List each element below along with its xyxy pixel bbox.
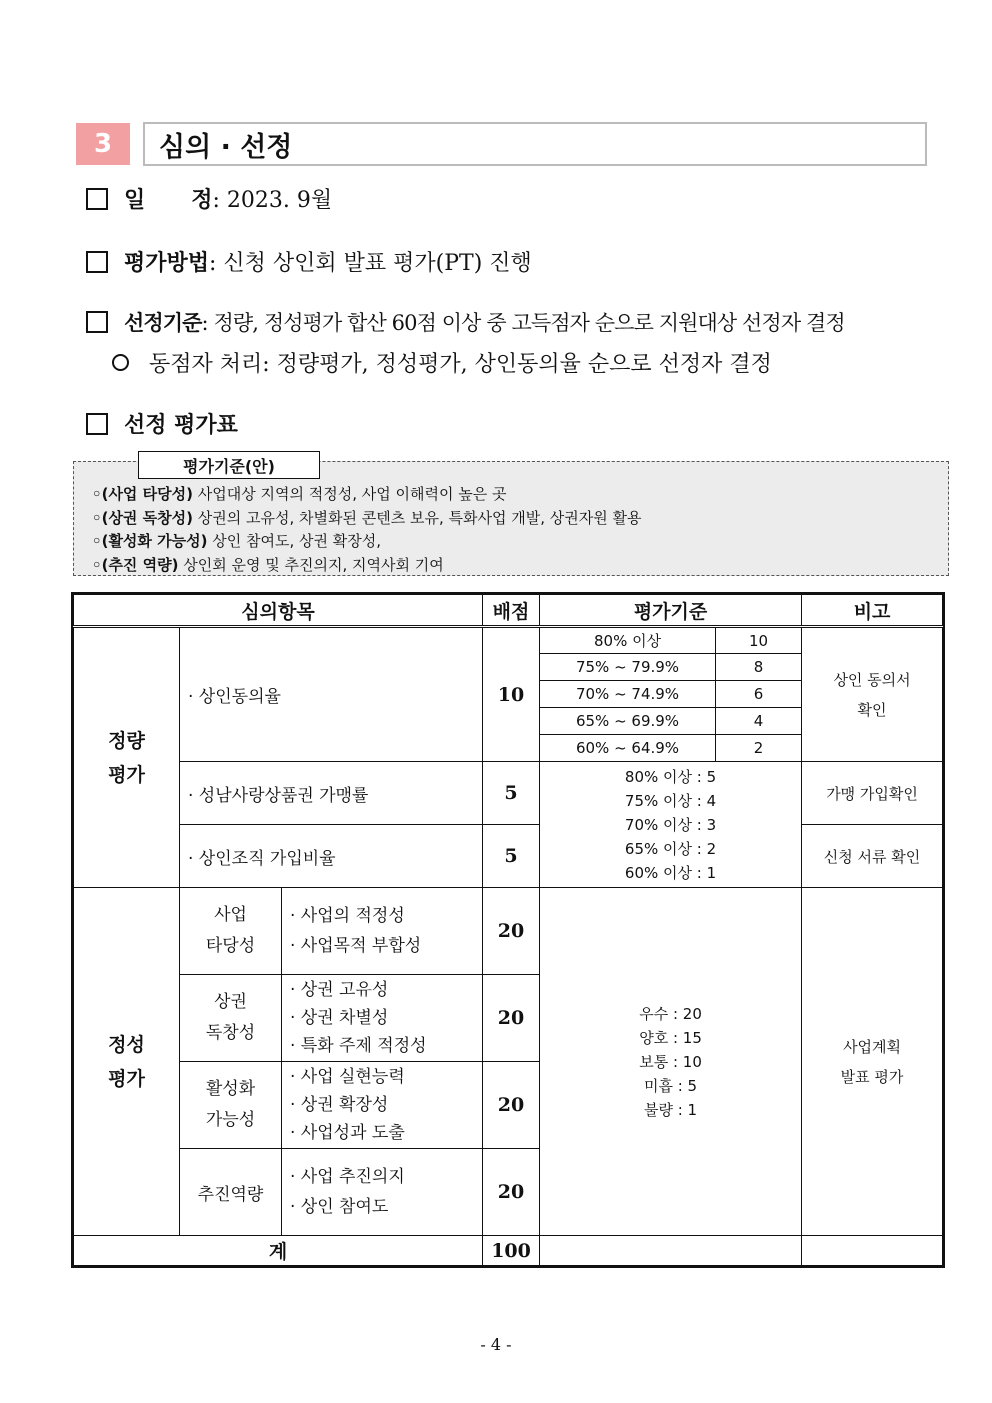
item-text: : 2023. 9월 xyxy=(212,188,333,213)
qual-score: 20 xyxy=(483,1062,540,1149)
header-criteria: 평가기준 xyxy=(540,595,802,627)
quant-score: 5 xyxy=(483,762,540,825)
page-number: - 4 - xyxy=(480,1335,512,1354)
item-text: : 정량, 정성평가 합산 60점 이상 중 고득점자 순으로 지원대상 선정자 결정 xyxy=(201,311,845,335)
total-note xyxy=(802,1236,943,1266)
item-schedule xyxy=(86,183,332,214)
total-criteria xyxy=(540,1236,802,1266)
section-number: 3 xyxy=(76,123,130,165)
criteria-points: 4 xyxy=(716,708,802,735)
quant-item: · 상인조직 가입비율 xyxy=(180,825,483,888)
qual-criteria: 우수 : 20 양호 : 15 보통 : 10 미흡 : 5 불량 : 1 xyxy=(540,888,802,1236)
evaluation-table xyxy=(73,594,943,1266)
quant-shared-criteria: 80% 이상 : 5 75% 이상 : 4 70% 이상 : 3 65% 이상 : 2 60% 이상 : 1 xyxy=(540,762,802,888)
quant-note: 신청 서류 확인 xyxy=(802,825,943,888)
quant-item: · 성남사랑상품권 가맹률 xyxy=(180,762,483,825)
total-label: 계 xyxy=(74,1236,483,1266)
item-label: 선정기준 xyxy=(124,310,202,335)
criteria-line: ◦(사업 타당성) 사업대상 지역의 적정성, 사업 이해력이 높은 곳 xyxy=(92,485,507,503)
quant-item: · 상인동의율 xyxy=(180,627,483,762)
qual-score: 20 xyxy=(483,1149,540,1236)
qual-items: · 사업의 적정성 · 사업목적 부합성 xyxy=(282,888,483,975)
criteria-line: ◦(추진 역량) 상인회 운영 및 추진의지, 지역사회 기여 xyxy=(92,556,444,574)
qual-note: 사업계획 발표 평가 xyxy=(802,888,943,1236)
circle-bullet-icon xyxy=(112,354,129,371)
quant-note: 상인 동의서 확인 xyxy=(802,627,943,762)
header-note: 비고 xyxy=(802,595,943,627)
quant-note: 가맹 가입확인 xyxy=(802,762,943,825)
group-qualitative: 정성 평가 xyxy=(74,888,180,1236)
checkbox-icon xyxy=(86,311,108,333)
quant-score: 10 xyxy=(483,627,540,762)
qual-category: 추진역량 xyxy=(180,1149,282,1236)
item-tiebreak xyxy=(112,347,772,378)
item-criteria xyxy=(86,307,845,337)
criteria-points: 2 xyxy=(716,735,802,762)
criteria-range: 70% ~ 74.9% xyxy=(540,681,716,708)
criteria-range: 60% ~ 64.9% xyxy=(540,735,716,762)
qual-score: 20 xyxy=(483,975,540,1062)
item-evaluation-table xyxy=(86,408,238,439)
item-label: 평가방법 xyxy=(124,250,210,276)
checkbox-icon xyxy=(86,413,108,435)
criteria-points: 10 xyxy=(716,627,802,654)
criteria-line: ◦(상권 독창성) 상권의 고유성, 차별화된 콘텐츠 보유, 특화사업 개발, 상권자원 활용 xyxy=(92,509,642,527)
qual-category: 활성화 가능성 xyxy=(180,1062,282,1149)
qual-items: · 상권 고유성 · 상권 차별성 · 특화 주제 적정성 xyxy=(282,975,483,1062)
criteria-range: 75% ~ 79.9% xyxy=(540,654,716,681)
criteria-range: 65% ~ 69.9% xyxy=(540,708,716,735)
item-text: 동점자 처리: 정량평가, 정성평가, 상인동의율 순으로 선정자 결정 xyxy=(149,352,772,377)
criteria-range: 80% 이상 xyxy=(540,627,716,654)
header-item: 심의항목 xyxy=(74,595,483,627)
qual-items: · 사업 실현능력 · 상권 확장성 · 사업성과 도출 xyxy=(282,1062,483,1149)
qual-items: · 사업 추진의지 · 상인 참여도 xyxy=(282,1149,483,1236)
section-title: 심의 · 선정 xyxy=(143,122,927,166)
group-quantitative: 정량 평가 xyxy=(74,627,180,888)
qual-category: 사업 타당성 xyxy=(180,888,282,975)
criteria-title: 평가기준(안) xyxy=(138,451,320,479)
qual-category: 상권 독창성 xyxy=(180,975,282,1062)
criteria-points: 6 xyxy=(716,681,802,708)
checkbox-icon xyxy=(86,251,108,273)
header-score: 배점 xyxy=(483,595,540,627)
criteria-points: 8 xyxy=(716,654,802,681)
item-label: 선정 평가표 xyxy=(124,412,238,438)
qual-score: 20 xyxy=(483,888,540,975)
criteria-line: ◦(활성화 가능성) 상인 참여도, 상권 확장성, xyxy=(92,532,381,550)
checkbox-icon xyxy=(86,188,108,210)
quant-score: 5 xyxy=(483,825,540,888)
total-score: 100 xyxy=(483,1236,540,1266)
item-text: : 신청 상인회 발표 평가(PT) 진행 xyxy=(209,251,532,276)
item-method xyxy=(86,246,532,277)
item-label: 일 정 xyxy=(124,187,213,213)
